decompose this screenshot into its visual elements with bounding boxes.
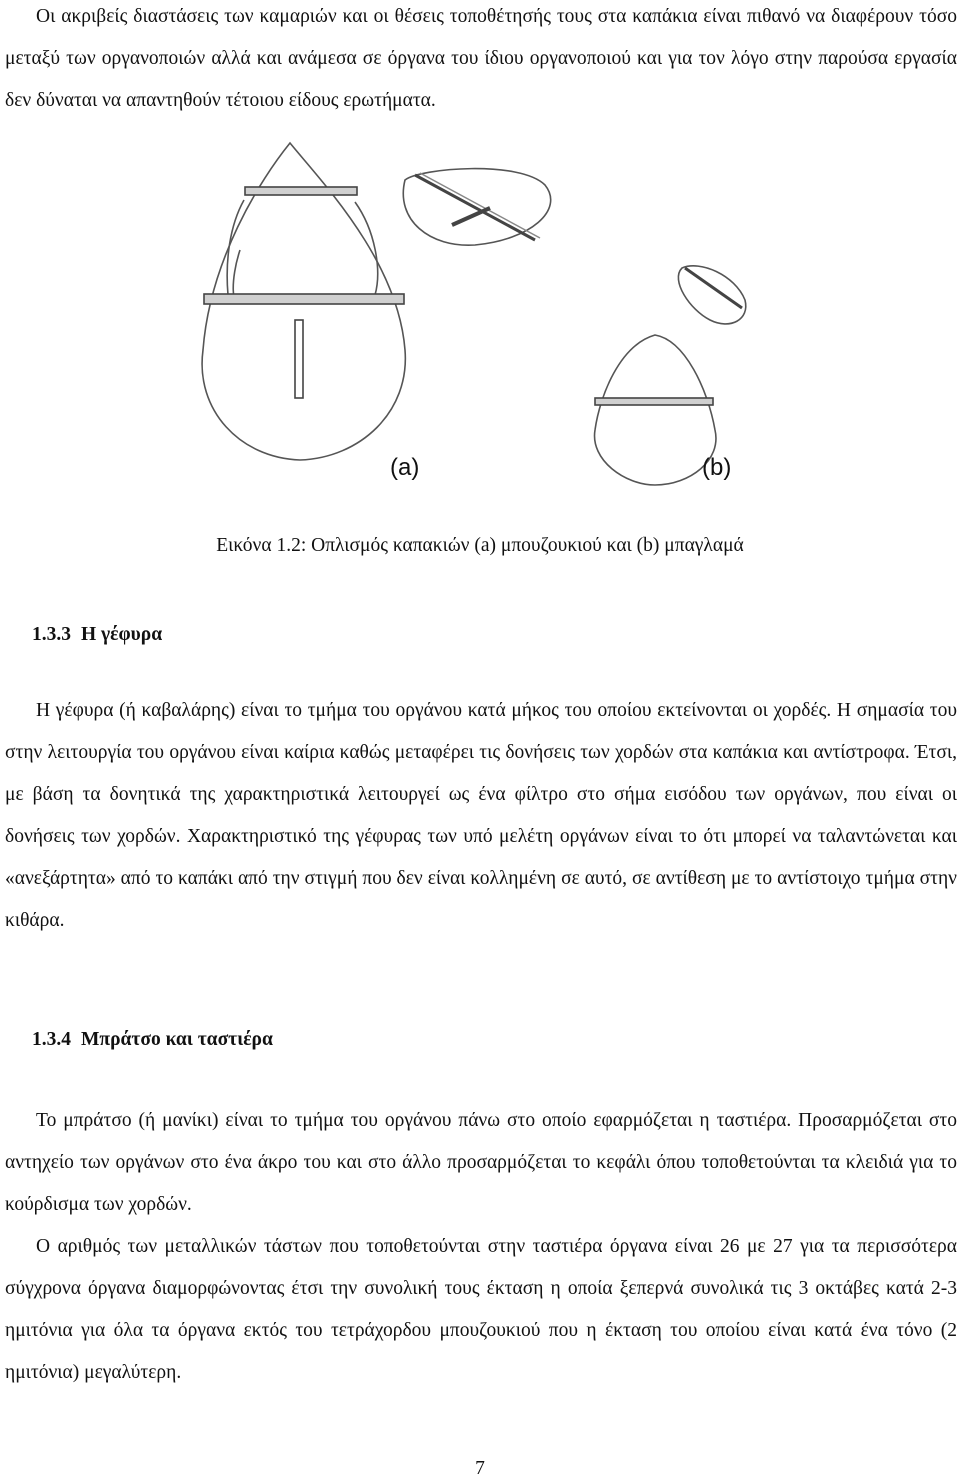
section-heading-bridge xyxy=(32,620,162,650)
figure-caption: Εικόνα 1.2: Οπλισμός καπακιών (a) μπουζουκιού και (b) μπαγλαμά xyxy=(216,535,744,556)
intro-paragraph: Οι ακριβείς διαστάσεις των καμαριών και οι θέσεις τοποθέτησής τους στα καπάκια είναι πιθανό να διαφέρουν τόσο μεταξύ των οργανοποιών αλλά και ανάμεσα σε όργανα του ίδιου οργανοποιού και για τον λόγο στην παρούσα εργασία δεν δύναται να απαντηθούν τέτοιου είδους ερωτήματα. xyxy=(5,6,957,111)
bouzouki-upper-arc xyxy=(233,250,240,301)
neck-paragraph-1: Το μπράτσο (ή μανίκι) είναι το τμήμα του οργάνου πάνω στο οποίο εφαρμόζεται η ταστιέρα. Προσαρμόζεται στο αντηχείο των οργάνων στο ένα άκρο του και στο άλλο προσαρμόζεται το κεφάλι όπου τοποθετούνται τα κλειδιά για το κούρδισμα των χορδών. xyxy=(5,1110,957,1215)
bouzouki-upper-bar xyxy=(245,187,357,195)
neck-paragraph-2: Ο αριθμός των μεταλλικών τάστων που τοποθετούνται στην ταστιέρα όργανα είναι 26 με 27 για τα περισσότερα σύγχρονα όργανα διαμορφώνοντας έτσι την συνολική τους έκταση η οποία ξεπερνά συνολικά τις 3 οκτάβες κατά 2-3 ημιτόνια για όλα τα όργανα εκτός του τετράχορδου μπουζουκιού που η έκταση του οποίου είναι κατά ένα τόνο (2 ημιτόνια) μεγαλύτερη. xyxy=(5,1236,957,1383)
section-title: Μπράτσο και ταστιέρα xyxy=(81,1029,273,1050)
figure-label-b: (b) xyxy=(702,454,732,481)
page-number: 7 xyxy=(475,1458,485,1479)
figure-label-a: (a) xyxy=(390,454,420,481)
figure-soundboard-bracing xyxy=(190,140,750,488)
bracing-diagram xyxy=(190,140,750,488)
bouzouki-lower-bar xyxy=(204,294,404,304)
section-heading-neck xyxy=(32,1025,273,1055)
bouzouki-center-strut xyxy=(295,320,303,398)
baglamas-soundboard-outline xyxy=(595,335,716,485)
section-number: 1.3.3 xyxy=(32,624,71,645)
baglamas-detached-piece xyxy=(678,266,745,324)
section-title: Η γέφυρα xyxy=(81,624,163,645)
section-number: 1.3.4 xyxy=(32,1029,71,1050)
baglamas-bar xyxy=(595,398,713,405)
bridge-paragraph: Η γέφυρα (ή καβαλάρης) είναι το τμήμα του οργάνου κατά μήκος του οποίου εκτείνονται οι χορδές. Η σημασία του στην λειτουργία του οργάνου είναι καίρια καθώς μεταφέρει τις δονήσεις των χορδών στα καπάκια και αντίστροφα. Έτσι, με βάση τα δονητικά της χαρακτηριστικά λειτουργεί ως ένα φίλτρο στο σήμα εισόδου των οργάνων, που είναι οι δονήσεις των χορδών. Χαρακτηριστικό της γέφυρας των υπό μελέτη οργάνων είναι το ότι μπορεί να ταλαντώνεται και «ανεξάρτητα» από το καπάκι από την στιγμή που δεν είναι κολλημένη σε αυτό, σε αντίθεση με το αντίστοιχο τμήμα στην κιθάρα. xyxy=(5,700,957,931)
